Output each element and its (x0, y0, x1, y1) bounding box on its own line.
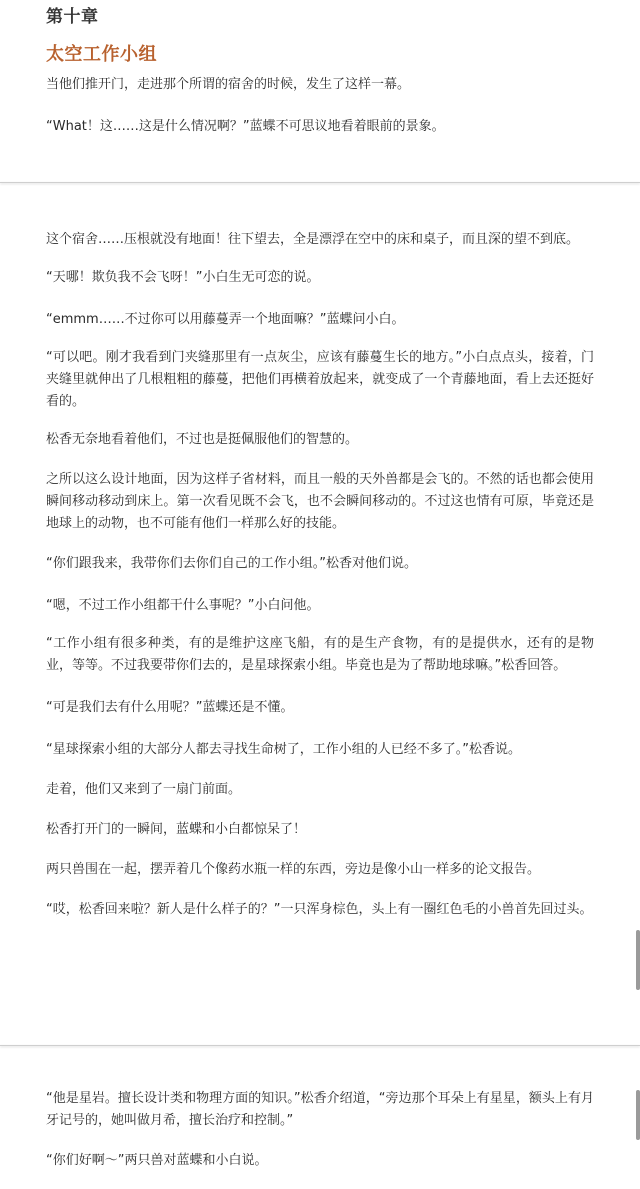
page-section-top (0, 0, 640, 182)
scrollbar-thumb[interactable] (636, 1090, 640, 1140)
paragraph: 松香打开门的一瞬间，蓝蝶和小白都惊呆了！ (46, 822, 307, 837)
paragraph: “What！这……这是什么情况啊？”蓝蝶不可思议地看着眼前的景象。 (46, 119, 445, 134)
paragraph: “可是我们去有什么用呢？”蓝蝶还是不懂。 (46, 700, 294, 715)
chapter-label: 第十章 (46, 7, 99, 27)
paragraph: “emmm……不过你可以用藤蔓弄一个地面嘛？”蓝蝶问小白。 (46, 312, 405, 327)
scrollbar-thumb[interactable] (636, 930, 640, 990)
paragraph: 这个宿舍……压根就没有地面！往下望去，全是漂浮在空中的床和桌子，而且深的望不到底。 (46, 232, 580, 247)
paragraph: 当他们推开门，走进那个所谓的宿舍的时候，发生了这样一幕。 (46, 77, 411, 92)
paragraph: “你们跟我来，我带你们去你们自己的工作小组。”松香对他们说。 (46, 556, 417, 571)
paragraph: “工作小组有很多种类，有的是维护这座飞船，有的是生产食物，有的是提供水，还有的是物业，等等。不过我要带你们去的，是星球探索小组。毕竟也是为了帮助地球嘛。”松香回答。 (46, 636, 594, 673)
paragraph: “哎，松香回来啦？新人是什么样子的？”一只浑身棕色，头上有一圈红色毛的小兽首先回过头。 (46, 902, 593, 917)
paragraph: 两只兽围在一起，摆弄着几个像药水瓶一样的东西，旁边是像小山一样多的论文报告。 (46, 862, 541, 877)
paragraph: “嗯，不过工作小组都干什么事呢？”小白问他。 (46, 598, 320, 613)
paragraph: 走着，他们又来到了一扇门前面。 (46, 782, 242, 797)
paragraph: “他是星岩。擅长设计类和物理方面的知识。”松香介绍道，“旁边那个耳朵上有星星，额头上有月牙记号的，她叫做月希，擅长治疗和控制。” (46, 1091, 594, 1128)
paragraph: “可以吧。刚才我看到门夹缝那里有一点灰尘，应该有藤蔓生长的地方。”小白点点头，接着，门夹缝里就伸出了几根粗粗的藤蔓，把他们再横着放起来，就变成了一个青藤地面，看上去还挺好看的。 (46, 350, 594, 409)
paragraph: 松香无奈地看着他们，不过也是挺佩服他们的智慧的。 (46, 432, 359, 447)
chapter-title: 太空工作小组 (46, 44, 157, 65)
paragraph: “你们好啊～”两只兽对蓝蝶和小白说。 (46, 1153, 268, 1168)
paragraph: “星球探索小组的大部分人都去寻找生命树了，工作小组的人已经不多了。”松香说。 (46, 742, 521, 757)
page-section-middle (0, 183, 640, 1045)
paragraph: “天哪！欺负我不会飞呀！”小白生无可恋的说。 (46, 270, 320, 285)
paragraph: 之所以这么设计地面，因为这样子省材料，而且一般的天外兽都是会飞的。不然的话也都会使用瞬间移动移动到床上。第一次看见既不会飞，也不会瞬间移动的。不过这也情有可原，毕竟还是地球上的动物，也不可能有他们一样那么好的技能。 (46, 472, 594, 531)
page-section-bottom (0, 1046, 640, 1189)
